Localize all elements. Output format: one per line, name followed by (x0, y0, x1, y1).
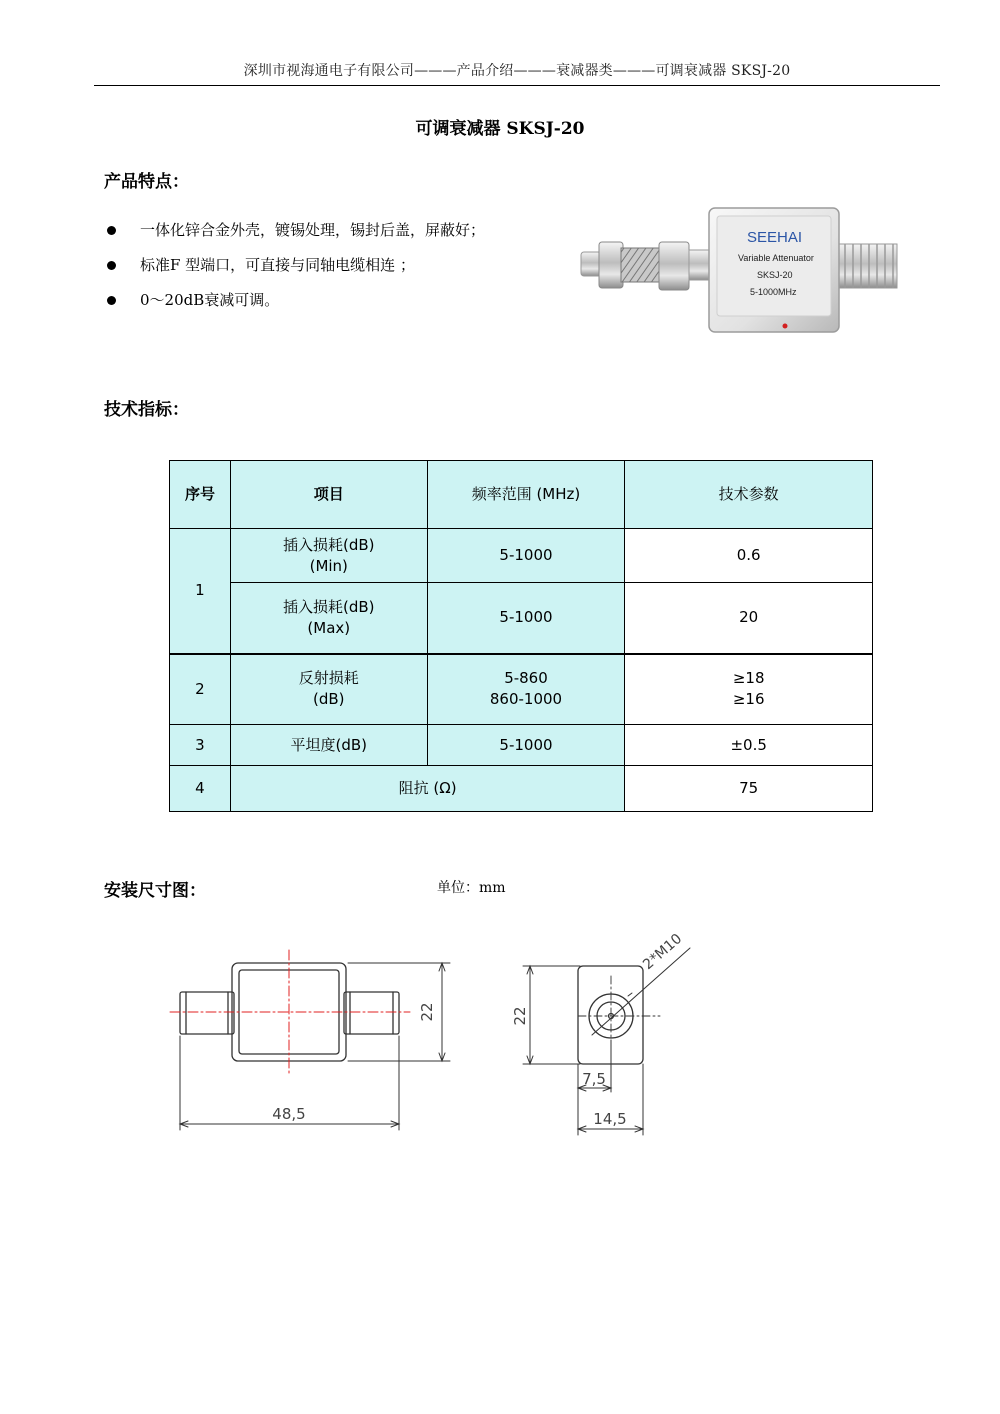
depth-dimension: 14,5 (593, 1110, 627, 1128)
table-row (170, 766, 873, 812)
model-number-label: SKSJ-20 (757, 270, 793, 280)
specs-heading: 技术指标： (104, 400, 189, 420)
product-photo (575, 202, 920, 342)
cell-freq: 5-860 860-1000 (427, 654, 625, 725)
height-dimension-left: 22 (418, 1002, 436, 1022)
cell-value: 20 (625, 583, 873, 654)
bullet-icon (107, 296, 116, 305)
col-header-item: 项目 (230, 461, 427, 529)
thread-callout: 2*M10 (640, 930, 686, 974)
table-row (170, 583, 873, 654)
document-title: 可调衰减器 SKSJ-20 (415, 119, 585, 139)
cell-item: 插入损耗(dB) (Min) (230, 529, 427, 583)
cell-item: 平坦度(dB) (230, 725, 427, 766)
cell-item: 反射损耗 (dB) (230, 654, 427, 725)
cell-item: 阻抗 (Ω) (230, 766, 624, 812)
spec-table (169, 460, 873, 812)
feature-list (104, 218, 485, 323)
cell-no: 4 (170, 766, 231, 812)
cell-value: 0.6 (625, 529, 873, 583)
cell-freq: 5-1000 (427, 529, 625, 583)
brand-label: SEEHAI (747, 229, 803, 246)
col-header-no: 序号 (170, 461, 231, 529)
feature-item: 0～20dB衰减可调。 (104, 288, 485, 323)
frequency-label: 5-1000MHz (750, 287, 797, 297)
drawing-heading: 安装尺寸图： (104, 881, 206, 901)
cell-freq: 5-1000 (427, 583, 625, 654)
header-rule (94, 85, 940, 86)
cell-value: ±0.5 (625, 725, 873, 766)
cell-freq: 5-1000 (427, 725, 625, 766)
cell-no: 1 (170, 529, 231, 654)
table-row (170, 654, 873, 725)
bullet-icon (107, 226, 116, 235)
col-header-freq: 频率范围 (MHz) (427, 461, 625, 529)
cell-no: 3 (170, 725, 231, 766)
offset-dimension: 7,5 (582, 1070, 606, 1088)
col-header-value: 技术参数 (625, 461, 873, 529)
model-type-label: Variable Attenuator (738, 253, 814, 263)
cell-value: 75 (625, 766, 873, 812)
cell-item: 插入损耗(dB) (Max) (230, 583, 427, 654)
red-dot-icon (783, 324, 788, 329)
length-dimension: 48,5 (272, 1105, 306, 1123)
page-header: 深圳市视海通电子有限公司———产品介绍———衰减器类———可调衰减器 SKSJ-20 (243, 63, 791, 79)
bullet-icon (107, 261, 116, 270)
feature-item: 标准F 型端口，可直接与同轴电缆相连 ； (104, 253, 485, 288)
table-row (170, 529, 873, 583)
feature-item: 一体化锌合金外壳，镀锡处理，锡封后盖，屏蔽好； (104, 218, 485, 253)
table-row (170, 725, 873, 766)
cell-value: ≥18 ≥16 (625, 654, 873, 725)
unit-label: 单位：mm (437, 880, 506, 896)
height-dimension-right: 22 (511, 1006, 529, 1026)
dimension-drawing (160, 930, 686, 1140)
features-heading: 产品特点： (104, 172, 189, 192)
cell-no: 2 (170, 654, 231, 725)
